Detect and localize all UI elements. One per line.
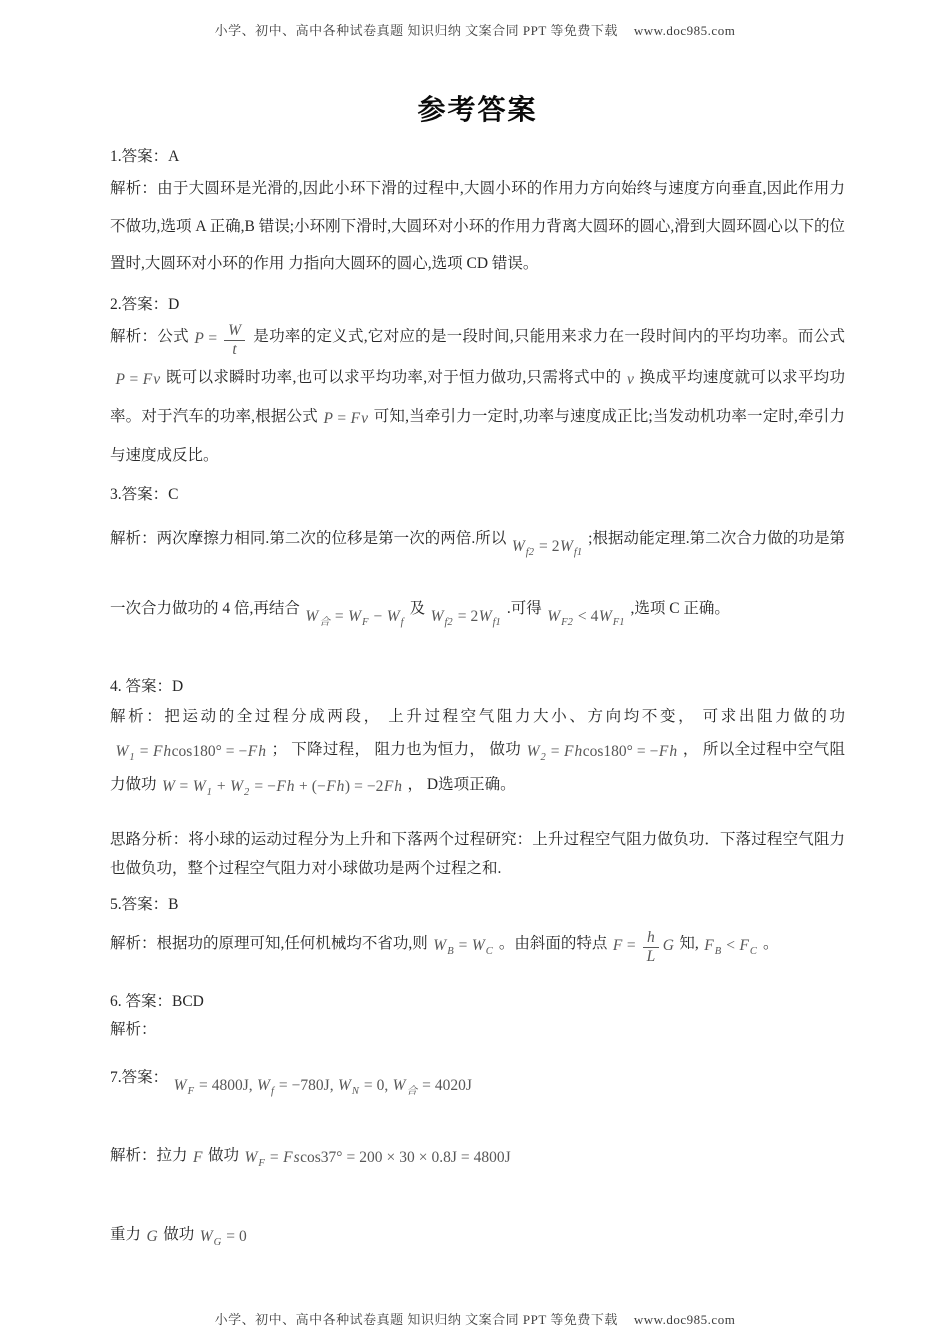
formula: F [193,1149,203,1167]
formula: $W_1 = Fhcos180^\circ = -Fh$ [115,742,266,763]
header-watermark [0,20,950,39]
q2-analysis: 解析：公式 P = $\frac{W}{t}$ 是功率的定义式,它对应的是一段时间,只能用来求力在一段时间内的平均功率。而公式P = Fv 既可以求瞬时功率,也可以求平均功率,对于恒力做功,只需将式中的 v 换成平均速度就可以求平均功率。对于汽车的功率,根据公式 P = Fv 可知,当牵引力一定时,功率与速度成正比;当发动机功率一定时,牵引力与速度成反比。 [110,321,845,464]
formula: F = $\frac{h}{L}$ G [612,928,674,966]
q7-analysis-gravity: 重力 G 做功 $W_G = 0$ [110,1225,247,1248]
q4-analysis: 解析：把运动的全过程分成两段， 上升过程空气阻力大小、方向均不变， 可求出阻力做的功$W_1 = Fhcos180^\circ = -Fh$ ； 下降过程， 阻力也为恒力， 做功 $W_2 = Fhcos180^\circ = -Fh$ ， 所以全过程中空气阻力做功 $W = W_1 + W_2 = -Fh + (-Fh) = -2Fh$ ， D选项正确。 [110,707,845,798]
formula: P = Fv [323,409,369,427]
formula: G [146,1227,158,1245]
formula: v [626,370,634,388]
formula: $W_{f2} = 2W_{f1}$ [511,538,583,559]
q3-answer-line: 3.答案：C [110,486,179,504]
formula: $W_{f2} = 2W_{f1}$ [430,608,501,629]
footer-watermark-url: www.doc985.com [633,1312,736,1327]
formula: $W_合 = W_F - W_f$ [305,608,404,629]
formula: $F_B < F_C$ [704,937,757,958]
formula: $W_F = Fscos37^\circ = 200 \times 30 \times 0.8J = 4800J$ [244,1149,511,1170]
formula: $W_F = 4800J$, $W_f = -780J$, $W_N = 0$, $W_合 = 4020J$ [173,1077,472,1098]
q7-analysis-pull-force: 解析：拉力 F 做功 $W_F = Fscos37^\circ = 200 \times 30 \times 0.8J = 4800J$ [110,1147,511,1170]
q4-thinking-analysis: 思路分析：将小球的运动过程分为上升和下落两个过程研究：上升过程空气阻力做负功．下落过程空气阻力也做负功，整个过程空气阻力对小球做功是两个过程之和. [110,831,845,878]
formula: $W_{F2} < 4W_{F1}$ [547,608,625,629]
q1-answer-line: 1.答案：A [110,148,180,165]
footer-watermark [0,1309,950,1328]
page-title: 参考答案 [417,95,538,126]
footer-watermark-text: 小学、初中、高中各种试卷真题 知识归纳 文案合同 PPT 等免费下载 [214,1312,618,1327]
q1-analysis: 解析：由于大圆环是光滑的,因此小环下滑的过程中,大圆小环的作用力方向始终与速度方向垂直,因此作用力不做功,选项 A 正确,B 错误;小环刚下滑时,大圆环对小环的作用力背离大圆环的圆心,滑到大圆环圆心以下的位置时,大圆环对小环的作用 力指向大圆环的圆心,选项 CD 错误。 [110,180,845,272]
header-watermark-text: 小学、初中、高中各种试卷真题 知识归纳 文案合同 PPT 等免费下载 [214,23,618,38]
q3-analysis: 解析：两次摩擦力相同.第二次的位移是第一次的两倍.所以 $W_{f2} = 2W_{f1}$;根据动能定理.第二次合力做的功是第一次合力做功的 4 倍,再结合 $W_合 = W_F - W_f$及 $W_{f2} = 2W_{f1}$.可得 $W_{F2} < 4W_{F1}$,选项 C 正确。 [110,530,845,629]
formula: $W_B = W_C$ [433,937,493,958]
formula: $W_G = 0$ [199,1227,247,1248]
q5-answer-line: 5.答案：B [110,895,179,913]
q4-answer-line: 4. 答案：D [110,678,184,696]
formula: P = $\frac{W}{t}$ [194,330,248,347]
q2-answer-line: 2.答案：D [110,295,180,313]
header-watermark-url: www.doc985.com [633,23,736,38]
q6-answer-line: 6. 答案：BCD [110,993,204,1011]
q7-answer-line: 7.答案： $W_F = 4800J$, $W_f = -780J$, $W_N = 0$, $W_合 = 4020J$ [110,1069,472,1098]
formula: $W = W_1 + W_2 = -Fh + (-Fh) = -2Fh$ [162,777,403,798]
formula: $W_2 = Fhcos180^\circ = -Fh$ [526,742,678,763]
formula: P = Fv [115,370,161,388]
q5-analysis: 解析：根据功的原理可知,任何机械均不省功,则 $W_B = W_C$ 。由斜面的特点 F = $\frac{h}{L}$ G 知, $F_B < F_C$ 。 [110,928,779,966]
q6-analysis: 解析： [110,1020,157,1038]
